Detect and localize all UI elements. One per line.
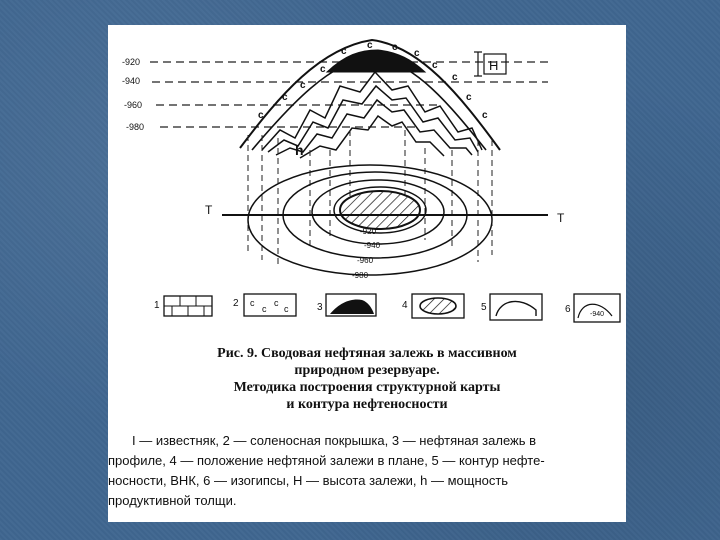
profile-label-right: T xyxy=(557,211,565,225)
contour-label: -960 xyxy=(357,256,374,265)
svg-text:c: c xyxy=(274,298,279,308)
legend xyxy=(154,294,620,322)
figure-caption xyxy=(108,345,626,508)
salt-mark: c xyxy=(432,60,438,71)
caption-title-line: природном резервуаре. xyxy=(294,363,440,378)
legend-item-6 xyxy=(565,294,620,322)
svg-text:6: 6 xyxy=(565,304,571,315)
profile-label-left: T xyxy=(205,203,213,217)
thickness-label: h xyxy=(295,142,304,158)
caption-legend-line: I — известняк, 2 — соленосная покрышка, 3 — нефтяная залежь в xyxy=(132,433,537,448)
legend-item-3 xyxy=(317,294,376,316)
depth-label: -940 xyxy=(122,76,141,86)
salt-mark: c xyxy=(258,110,264,121)
salt-mark: c xyxy=(392,42,398,53)
contour-labels xyxy=(352,227,381,280)
salt-mark: c xyxy=(466,92,472,103)
salt-mark: c xyxy=(282,92,288,103)
depth-label: -960 xyxy=(124,100,143,110)
legend-item-4 xyxy=(402,294,464,318)
salt-mark: c xyxy=(341,46,347,57)
caption-title-line: Методика построения структурной карты xyxy=(233,380,501,395)
legend-item-2 xyxy=(233,294,296,316)
height-label: H xyxy=(489,58,499,73)
salt-mark: c xyxy=(414,48,420,59)
height-marker xyxy=(474,52,506,76)
contour-label: -980 xyxy=(352,271,369,280)
svg-text:-940: -940 xyxy=(590,311,605,318)
salt-mark: c xyxy=(300,80,306,91)
contour-label: -940 xyxy=(364,241,381,250)
svg-text:1: 1 xyxy=(154,300,160,311)
oil-deposit-plan xyxy=(340,191,420,229)
svg-text:3: 3 xyxy=(317,302,323,313)
caption-title-line: Рис. 9. Сводовая нефтяная залежь в массивном xyxy=(217,346,517,361)
svg-text:4: 4 xyxy=(402,300,408,311)
caption-legend-line: носности, ВНК, 6 — изогипсы, Н — высота залежи, h — мощность xyxy=(108,473,509,488)
svg-text:c: c xyxy=(284,304,289,314)
svg-text:5: 5 xyxy=(481,302,487,313)
contour-label: -920 xyxy=(360,227,377,236)
salt-mark: c xyxy=(320,64,326,75)
salt-mark: c xyxy=(482,110,488,121)
caption-title-line: и контура нефтеносности xyxy=(286,397,448,412)
depth-label: -920 xyxy=(122,57,141,67)
caption-legend-line: профиле, 4 — положение нефтяной залежи в плане, 5 — контур нефте- xyxy=(108,453,545,468)
svg-text:2: 2 xyxy=(233,298,239,309)
legend-item-5 xyxy=(481,294,542,320)
salt-mark: c xyxy=(452,72,458,83)
svg-text:c: c xyxy=(250,298,255,308)
legend-item-1 xyxy=(154,296,212,316)
depth-label: -980 xyxy=(126,122,145,132)
caption-legend-line: продуктивной толщи. xyxy=(108,493,237,508)
depth-scale xyxy=(122,57,144,132)
svg-text:c: c xyxy=(262,304,267,314)
salt-mark: c xyxy=(367,40,373,51)
